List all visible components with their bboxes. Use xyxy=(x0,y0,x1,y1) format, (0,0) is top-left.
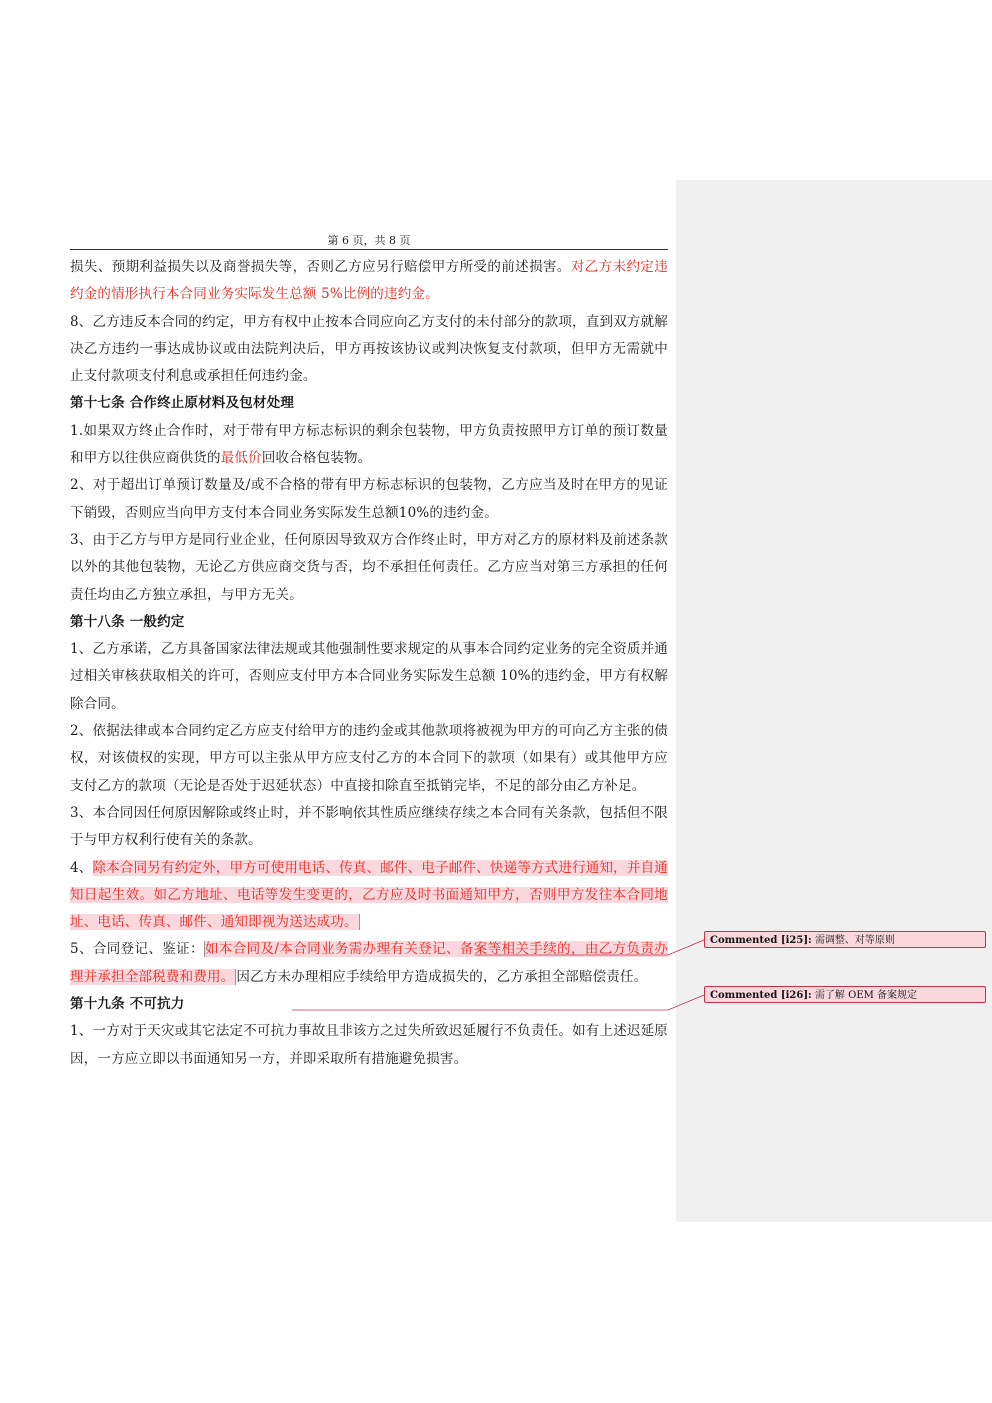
revision-penalty-text: 对乙方未约定违约金的情形执行本合同业务实际发生总额 5%比例的违约金。 xyxy=(70,259,668,303)
paragraph-17-2: 2、对于超出订单预订数量及/或不合格的带有甲方标志标识的包装物，乙方应当及时在甲方的见证下销毁，否则应当向甲方支付本合同业务实际发生总额10%的违约金。 xyxy=(70,477,668,521)
paragraph-17-1-text: 1.如果双方终止合作时，对于带有甲方标志标识的剩余包装物，甲方负责按照甲方订单的预订数量和甲方以往供应商供货的 xyxy=(70,422,668,467)
connector-i26 xyxy=(292,995,704,1010)
paragraph-18-1: 1、乙方承诺，乙方具备国家法律法规或其他强制性要求规定的从事本合同约定业务的完全资质并通过相关审核获取相关的许可，否则应支付甲方本合同业务实际发生总额 10%的违约金，甲方有权解除合同。 xyxy=(70,641,668,712)
paragraph-17-3: 3、由于乙方与甲方是同行业企业，任何原因导致双方合作终止时，甲方对乙方的原材料及前述条款以外的其他包装物，无论乙方供应商交货与否，均不承担任何责任。乙方应当对第三方承担的任何责任均由乙方独立承担，与甲方无关。 xyxy=(70,531,668,603)
heading-article-19: 第十九条 不可抗力 xyxy=(70,996,185,1013)
paragraph-damages-text: 损失、预期利益损失以及商誉损失等，否则乙方应另行赔偿甲方所受的前述损害。 xyxy=(70,259,571,275)
heading-article-18: 第十八条 一般约定 xyxy=(70,613,185,630)
comment-i26-text: 需了解 OEM 备案规定 xyxy=(814,990,918,1001)
heading-article-17: 第十七条 合作终止原材料及包材处理 xyxy=(70,395,295,412)
paragraph-18-5-tail: 因乙方未办理相应手续给甲方造成损失的，乙方承担全部赔偿责任。 xyxy=(236,968,648,985)
commented-range-i25[interactable]: 除本合同另有约定外，甲方可使用电话、传真、邮件、电子邮件、快递等方式进行通知，并自通知日起生效。如乙方地址、电话等发生变更的，乙方应及时书面通知甲方，否则甲方发往本合同地址、电话、传真、邮件、通知即视为送达成功。 xyxy=(70,859,668,931)
paragraph-17-1-tail: 回收合格包装物。 xyxy=(261,450,372,467)
paragraph-19-1: 1、一方对于天灾或其它法定不可抗力事故且非该方之过失所致迟延履行不负责任。如有上述迟延原因，一方应立即以书面通知另一方，并即采取所有措施避免损害。 xyxy=(70,1023,668,1067)
comment-i25[interactable] xyxy=(704,931,986,948)
commented-range-i26[interactable]: 如本合同及/本合同业务需办理有关登记、备案等相关手续的，由乙方负责办理并承担全部税费和费用。 xyxy=(70,941,668,985)
comment-i25-label: Commented [i25]: xyxy=(710,935,812,946)
revision-lowest-price: 最低价 xyxy=(220,450,262,467)
paragraph-18-2: 2、依据法律或本合同约定乙方应支付给甲方的违约金或其他款项将被视为甲方的可向乙方主张的债权，对该债权的实现，甲方可以主张从甲方应支付乙方的本合同下的款项（如果有）或其他甲方应支付乙方的款项（无论是否处于迟延状态）中直接扣除直至抵销完毕，不足的部分由乙方补足。 xyxy=(70,723,668,794)
paragraph-18-3: 3、本合同因任何原因解除或终止时，并不影响依其性质应继续存续之本合同有关条款，包括但不限于与甲方权利行使有关的条款。 xyxy=(70,804,668,849)
paragraph-18-5-lead: 5、合同登记、鉴证： xyxy=(70,941,204,958)
paragraph-clause-8: 8、乙方违反本合同的约定，甲方有权中止按本合同应向乙方支付的未付部分的款项，直到双方就解决乙方违约一事达成协议或由法院判决后，甲方再按该协议或判决恢复支付款项，但甲方无需就中止支付款项支付利息或承担任何违约金。 xyxy=(70,313,668,385)
connector-i25 xyxy=(475,940,704,955)
paragraph-18-4-number: 4、 xyxy=(70,859,93,876)
comment-i26-label: Commented [i26]: xyxy=(710,990,812,1001)
comment-i26[interactable] xyxy=(704,986,986,1003)
comment-i25-text: 需调整、对等原则 xyxy=(814,935,895,946)
page-header: 第 6 页，共 8 页 xyxy=(327,234,411,247)
